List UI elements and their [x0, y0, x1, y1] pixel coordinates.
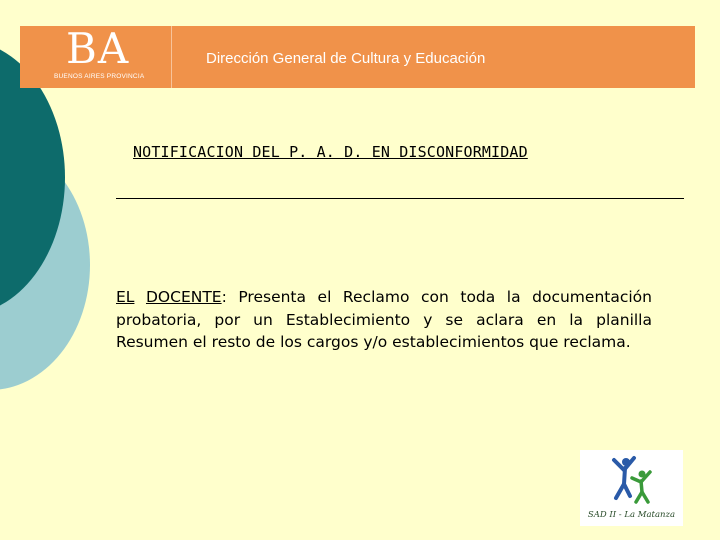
- sad-logo: [580, 450, 683, 526]
- ba-logo-subtitle: BUENOS AIRES PROVINCIA: [54, 73, 145, 80]
- body-text: : Presenta el Reclamo con toda la documentación probatoria, por un Establecimiento y se aclara en la planilla Resumen el resto de los cargos y/o establecimientos que reclama.: [116, 288, 652, 351]
- banner-title: Dirección General de Cultura y Educación: [206, 50, 486, 67]
- ba-logo-letters: BA: [66, 24, 130, 73]
- document-title: NOTIFICACION DEL P. A. D. EN DISCONFORMIDAD: [133, 143, 528, 161]
- subject-prefix: EL: [116, 288, 135, 306]
- people-jumping-icon: [596, 454, 666, 506]
- title-divider: [116, 198, 684, 199]
- document-body: [116, 286, 652, 354]
- header-banner: [20, 26, 695, 88]
- banner-divider: [171, 26, 172, 88]
- ba-logo: [54, 24, 152, 86]
- sad-logo-caption: SAD II - La Matanza: [587, 510, 676, 520]
- subject-label: DOCENTE: [145, 288, 222, 306]
